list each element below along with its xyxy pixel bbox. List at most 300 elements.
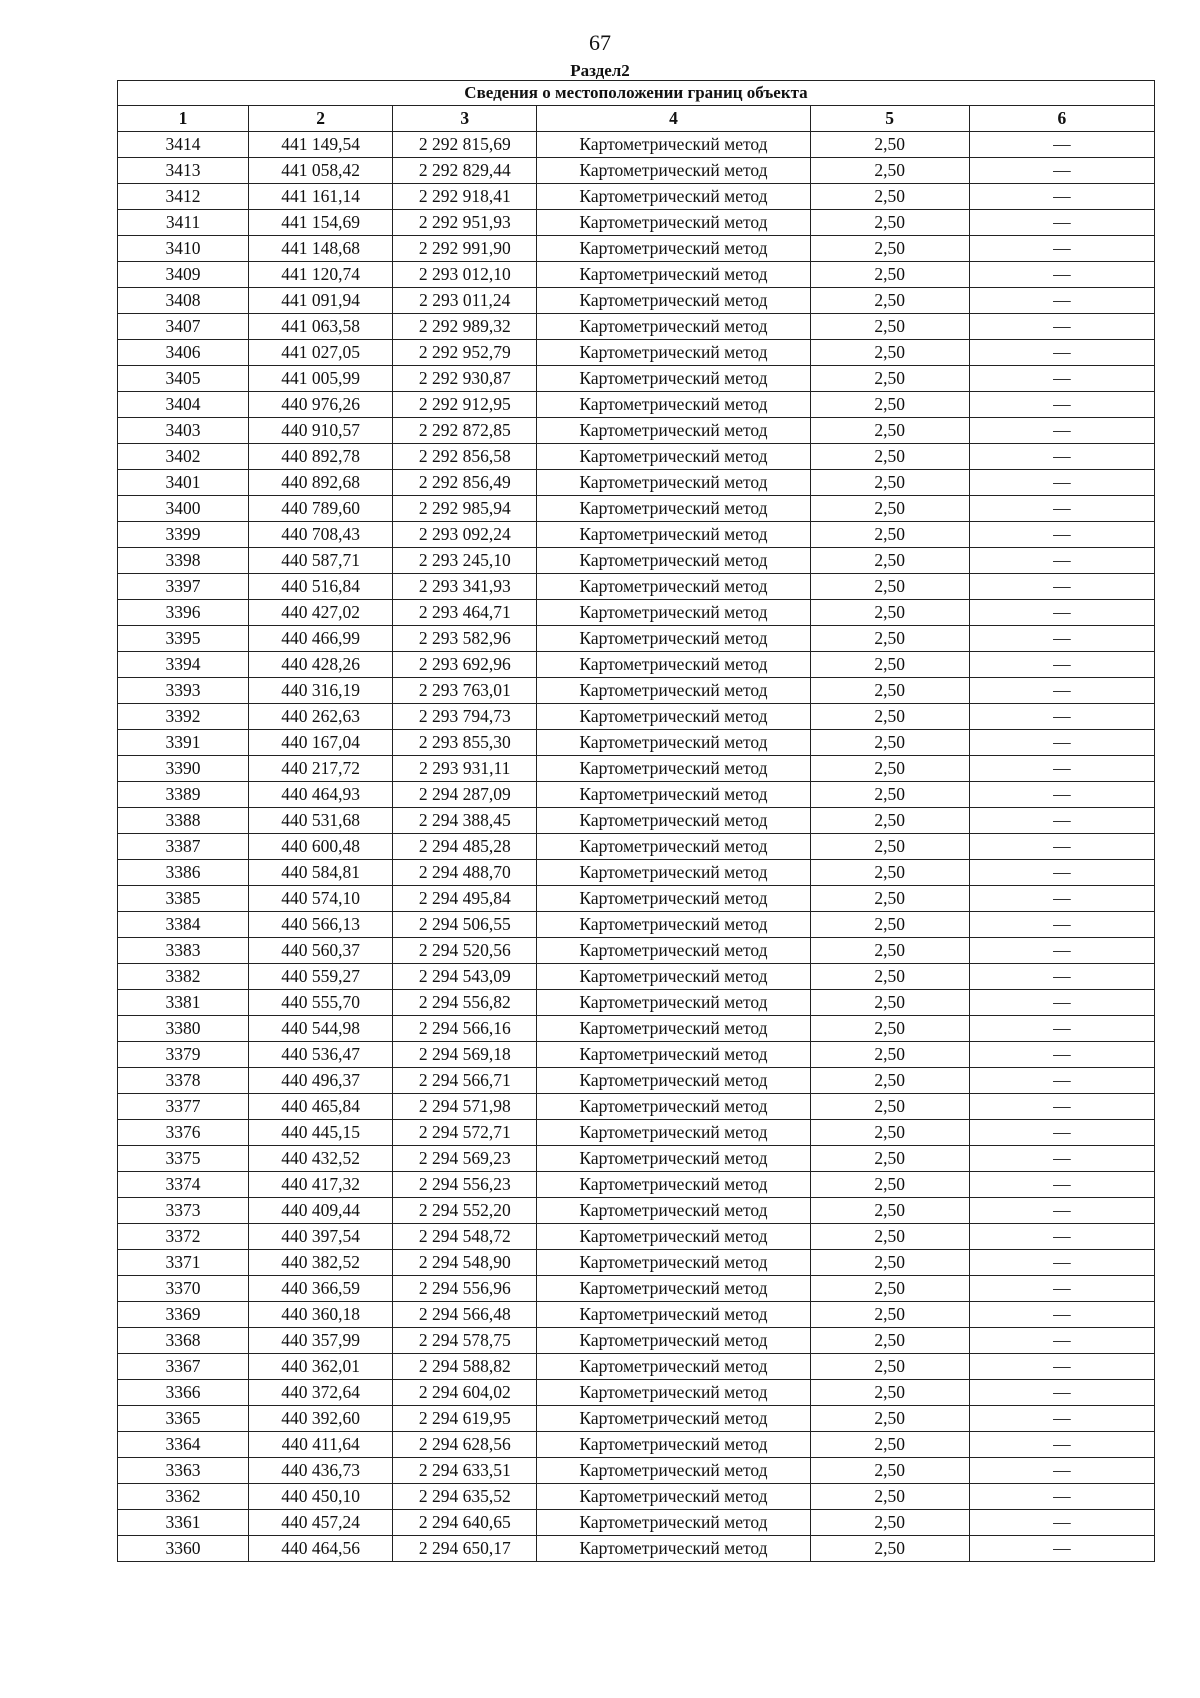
description-cell: — — [969, 600, 1154, 626]
x-coordinate-cell: 440 392,60 — [249, 1406, 393, 1432]
x-coordinate-cell: 441 161,14 — [249, 184, 393, 210]
table-row — [118, 834, 1155, 860]
y-coordinate-cell: 2 293 012,10 — [393, 262, 537, 288]
description-cell: — — [969, 158, 1154, 184]
method-cell: Картометрический метод — [537, 756, 810, 782]
y-coordinate-cell: 2 294 566,48 — [393, 1302, 537, 1328]
x-coordinate-cell: 440 450,10 — [249, 1484, 393, 1510]
method-cell: Картометрический метод — [537, 392, 810, 418]
point-number-cell: 3408 — [118, 288, 249, 314]
x-coordinate-cell: 440 587,71 — [249, 548, 393, 574]
point-number-cell: 3387 — [118, 834, 249, 860]
accuracy-cell: 2,50 — [810, 340, 969, 366]
x-coordinate-cell: 440 357,99 — [249, 1328, 393, 1354]
description-cell: — — [969, 418, 1154, 444]
accuracy-cell: 2,50 — [810, 1510, 969, 1536]
table-row — [118, 340, 1155, 366]
table-row — [118, 548, 1155, 574]
table-row — [118, 1510, 1155, 1536]
method-cell: Картометрический метод — [537, 652, 810, 678]
point-number-cell: 3382 — [118, 964, 249, 990]
method-cell: Картометрический метод — [537, 1016, 810, 1042]
y-coordinate-cell: 2 294 543,09 — [393, 964, 537, 990]
x-coordinate-cell: 441 091,94 — [249, 288, 393, 314]
y-coordinate-cell: 2 293 092,24 — [393, 522, 537, 548]
accuracy-cell: 2,50 — [810, 1302, 969, 1328]
table-row — [118, 886, 1155, 912]
y-coordinate-cell: 2 292 856,49 — [393, 470, 537, 496]
x-coordinate-cell: 440 362,01 — [249, 1354, 393, 1380]
point-number-cell: 3362 — [118, 1484, 249, 1510]
method-cell: Картометрический метод — [537, 678, 810, 704]
accuracy-cell: 2,50 — [810, 1250, 969, 1276]
y-coordinate-cell: 2 292 912,95 — [393, 392, 537, 418]
section-title: Раздел2 — [570, 61, 630, 80]
y-coordinate-cell: 2 294 495,84 — [393, 886, 537, 912]
point-number-cell: 3405 — [118, 366, 249, 392]
x-coordinate-cell: 440 427,02 — [249, 600, 393, 626]
x-coordinate-cell: 440 464,56 — [249, 1536, 393, 1562]
table-row — [118, 1432, 1155, 1458]
x-coordinate-cell: 440 409,44 — [249, 1198, 393, 1224]
x-coordinate-cell: 440 465,84 — [249, 1094, 393, 1120]
description-cell: — — [969, 626, 1154, 652]
accuracy-cell: 2,50 — [810, 1042, 969, 1068]
method-cell: Картометрический метод — [537, 1302, 810, 1328]
accuracy-cell: 2,50 — [810, 496, 969, 522]
x-coordinate-cell: 440 892,78 — [249, 444, 393, 470]
accuracy-cell: 2,50 — [810, 1068, 969, 1094]
y-coordinate-cell: 2 294 569,18 — [393, 1042, 537, 1068]
y-coordinate-cell: 2 294 640,65 — [393, 1510, 537, 1536]
point-number-cell: 3375 — [118, 1146, 249, 1172]
point-number-cell: 3403 — [118, 418, 249, 444]
method-cell: Картометрический метод — [537, 574, 810, 600]
method-cell: Картометрический метод — [537, 548, 810, 574]
method-cell: Картометрический метод — [537, 262, 810, 288]
x-coordinate-cell: 441 154,69 — [249, 210, 393, 236]
boundary-table — [117, 80, 1155, 1562]
description-cell: — — [969, 704, 1154, 730]
accuracy-cell: 2,50 — [810, 704, 969, 730]
table-caption-row — [118, 81, 1155, 106]
x-coordinate-cell: 440 316,19 — [249, 678, 393, 704]
method-cell: Картометрический метод — [537, 1172, 810, 1198]
description-cell: — — [969, 574, 1154, 600]
x-coordinate-cell: 441 120,74 — [249, 262, 393, 288]
x-coordinate-cell: 440 536,47 — [249, 1042, 393, 1068]
description-cell: — — [969, 1302, 1154, 1328]
point-number-cell: 3380 — [118, 1016, 249, 1042]
y-coordinate-cell: 2 293 692,96 — [393, 652, 537, 678]
description-cell: — — [969, 1406, 1154, 1432]
method-cell: Картометрический метод — [537, 288, 810, 314]
x-coordinate-cell: 440 167,04 — [249, 730, 393, 756]
description-cell: — — [969, 678, 1154, 704]
x-coordinate-cell: 440 464,93 — [249, 782, 393, 808]
table-row — [118, 132, 1155, 158]
method-cell: Картометрический метод — [537, 522, 810, 548]
table-row — [118, 1250, 1155, 1276]
point-number-cell: 3374 — [118, 1172, 249, 1198]
method-cell: Картометрический метод — [537, 886, 810, 912]
y-coordinate-cell: 2 292 930,87 — [393, 366, 537, 392]
accuracy-cell: 2,50 — [810, 626, 969, 652]
method-cell: Картометрический метод — [537, 1276, 810, 1302]
table-header-row — [118, 106, 1155, 132]
accuracy-cell: 2,50 — [810, 1328, 969, 1354]
method-cell: Картометрический метод — [537, 1536, 810, 1562]
y-coordinate-cell: 2 294 548,90 — [393, 1250, 537, 1276]
point-number-cell: 3391 — [118, 730, 249, 756]
point-number-cell: 3413 — [118, 158, 249, 184]
accuracy-cell: 2,50 — [810, 990, 969, 1016]
table-row — [118, 1042, 1155, 1068]
description-cell: — — [969, 1276, 1154, 1302]
method-cell: Картометрический метод — [537, 210, 810, 236]
x-coordinate-cell: 440 789,60 — [249, 496, 393, 522]
column-header: 4 — [537, 106, 810, 132]
point-number-cell: 3373 — [118, 1198, 249, 1224]
description-cell: — — [969, 1432, 1154, 1458]
column-header: 5 — [810, 106, 969, 132]
accuracy-cell: 2,50 — [810, 1016, 969, 1042]
point-number-cell: 3392 — [118, 704, 249, 730]
accuracy-cell: 2,50 — [810, 262, 969, 288]
description-cell: — — [969, 1146, 1154, 1172]
point-number-cell: 3393 — [118, 678, 249, 704]
description-cell: — — [969, 132, 1154, 158]
table-row — [118, 808, 1155, 834]
method-cell: Картометрический метод — [537, 444, 810, 470]
y-coordinate-cell: 2 294 566,16 — [393, 1016, 537, 1042]
accuracy-cell: 2,50 — [810, 236, 969, 262]
x-coordinate-cell: 440 432,52 — [249, 1146, 393, 1172]
description-cell: — — [969, 808, 1154, 834]
table-row — [118, 366, 1155, 392]
method-cell: Картометрический метод — [537, 1510, 810, 1536]
point-number-cell: 3395 — [118, 626, 249, 652]
method-cell: Картометрический метод — [537, 912, 810, 938]
x-coordinate-cell: 440 366,59 — [249, 1276, 393, 1302]
accuracy-cell: 2,50 — [810, 1276, 969, 1302]
table-row — [118, 1094, 1155, 1120]
point-number-cell: 3414 — [118, 132, 249, 158]
point-number-cell: 3360 — [118, 1536, 249, 1562]
point-number-cell: 3363 — [118, 1458, 249, 1484]
point-number-cell: 3398 — [118, 548, 249, 574]
point-number-cell: 3371 — [118, 1250, 249, 1276]
x-coordinate-cell: 440 560,37 — [249, 938, 393, 964]
accuracy-cell: 2,50 — [810, 574, 969, 600]
description-cell: — — [969, 1458, 1154, 1484]
y-coordinate-cell: 2 294 552,20 — [393, 1198, 537, 1224]
accuracy-cell: 2,50 — [810, 964, 969, 990]
y-coordinate-cell: 2 294 485,28 — [393, 834, 537, 860]
table-row — [118, 184, 1155, 210]
description-cell: — — [969, 1198, 1154, 1224]
x-coordinate-cell: 441 027,05 — [249, 340, 393, 366]
description-cell: — — [969, 314, 1154, 340]
point-number-cell: 3364 — [118, 1432, 249, 1458]
table-row — [118, 1198, 1155, 1224]
accuracy-cell: 2,50 — [810, 834, 969, 860]
y-coordinate-cell: 2 292 918,41 — [393, 184, 537, 210]
method-cell: Картометрический метод — [537, 1484, 810, 1510]
accuracy-cell: 2,50 — [810, 366, 969, 392]
y-coordinate-cell: 2 292 815,69 — [393, 132, 537, 158]
point-number-cell: 3412 — [118, 184, 249, 210]
accuracy-cell: 2,50 — [810, 1458, 969, 1484]
description-cell: — — [969, 756, 1154, 782]
table-row — [118, 860, 1155, 886]
accuracy-cell: 2,50 — [810, 1172, 969, 1198]
accuracy-cell: 2,50 — [810, 184, 969, 210]
table-row — [118, 210, 1155, 236]
method-cell: Картометрический метод — [537, 236, 810, 262]
point-number-cell: 3384 — [118, 912, 249, 938]
description-cell: — — [969, 990, 1154, 1016]
table-row — [118, 730, 1155, 756]
description-cell: — — [969, 262, 1154, 288]
y-coordinate-cell: 2 294 569,23 — [393, 1146, 537, 1172]
y-coordinate-cell: 2 294 588,82 — [393, 1354, 537, 1380]
method-cell: Картометрический метод — [537, 1198, 810, 1224]
y-coordinate-cell: 2 294 488,70 — [393, 860, 537, 886]
accuracy-cell: 2,50 — [810, 158, 969, 184]
accuracy-cell: 2,50 — [810, 860, 969, 886]
table-row — [118, 574, 1155, 600]
point-number-cell: 3386 — [118, 860, 249, 886]
accuracy-cell: 2,50 — [810, 548, 969, 574]
description-cell: — — [969, 1094, 1154, 1120]
point-number-cell: 3385 — [118, 886, 249, 912]
point-number-cell: 3402 — [118, 444, 249, 470]
y-coordinate-cell: 2 294 619,95 — [393, 1406, 537, 1432]
x-coordinate-cell: 440 892,68 — [249, 470, 393, 496]
accuracy-cell: 2,50 — [810, 392, 969, 418]
x-coordinate-cell: 440 559,27 — [249, 964, 393, 990]
point-number-cell: 3397 — [118, 574, 249, 600]
x-coordinate-cell: 440 566,13 — [249, 912, 393, 938]
point-number-cell: 3407 — [118, 314, 249, 340]
table-row — [118, 496, 1155, 522]
description-cell: — — [969, 1068, 1154, 1094]
y-coordinate-cell: 2 294 548,72 — [393, 1224, 537, 1250]
description-cell: — — [969, 782, 1154, 808]
accuracy-cell: 2,50 — [810, 522, 969, 548]
table-row — [118, 782, 1155, 808]
method-cell: Картометрический метод — [537, 1224, 810, 1250]
table-caption: Сведения о местоположении границ объекта — [118, 81, 1155, 106]
description-cell: — — [969, 210, 1154, 236]
accuracy-cell: 2,50 — [810, 730, 969, 756]
description-cell: — — [969, 1042, 1154, 1068]
accuracy-cell: 2,50 — [810, 1536, 969, 1562]
y-coordinate-cell: 2 294 556,23 — [393, 1172, 537, 1198]
x-coordinate-cell: 440 574,10 — [249, 886, 393, 912]
x-coordinate-cell: 440 436,73 — [249, 1458, 393, 1484]
point-number-cell: 3381 — [118, 990, 249, 1016]
method-cell: Картометрический метод — [537, 158, 810, 184]
point-number-cell: 3400 — [118, 496, 249, 522]
method-cell: Картометрический метод — [537, 704, 810, 730]
method-cell: Картометрический метод — [537, 184, 810, 210]
accuracy-cell: 2,50 — [810, 314, 969, 340]
y-coordinate-cell: 2 293 011,24 — [393, 288, 537, 314]
y-coordinate-cell: 2 293 855,30 — [393, 730, 537, 756]
table-row — [118, 288, 1155, 314]
point-number-cell: 3361 — [118, 1510, 249, 1536]
table-row — [118, 1354, 1155, 1380]
method-cell: Картометрический метод — [537, 1250, 810, 1276]
method-cell: Картометрический метод — [537, 964, 810, 990]
table-row — [118, 938, 1155, 964]
y-coordinate-cell: 2 293 931,11 — [393, 756, 537, 782]
x-coordinate-cell: 441 063,58 — [249, 314, 393, 340]
description-cell: — — [969, 548, 1154, 574]
description-cell: — — [969, 652, 1154, 678]
x-coordinate-cell: 441 149,54 — [249, 132, 393, 158]
table-row — [118, 1120, 1155, 1146]
description-cell: — — [969, 392, 1154, 418]
point-number-cell: 3377 — [118, 1094, 249, 1120]
method-cell: Картометрический метод — [537, 1406, 810, 1432]
point-number-cell: 3372 — [118, 1224, 249, 1250]
x-coordinate-cell: 440 445,15 — [249, 1120, 393, 1146]
table-row — [118, 1406, 1155, 1432]
description-cell: — — [969, 1224, 1154, 1250]
point-number-cell: 3411 — [118, 210, 249, 236]
point-number-cell: 3378 — [118, 1068, 249, 1094]
accuracy-cell: 2,50 — [810, 1224, 969, 1250]
accuracy-cell: 2,50 — [810, 1094, 969, 1120]
x-coordinate-cell: 440 531,68 — [249, 808, 393, 834]
x-coordinate-cell: 440 584,81 — [249, 860, 393, 886]
table-row — [118, 1484, 1155, 1510]
method-cell: Картометрический метод — [537, 1328, 810, 1354]
accuracy-cell: 2,50 — [810, 418, 969, 444]
x-coordinate-cell: 441 058,42 — [249, 158, 393, 184]
method-cell: Картометрический метод — [537, 600, 810, 626]
table-row — [118, 652, 1155, 678]
y-coordinate-cell: 2 294 566,71 — [393, 1068, 537, 1094]
table-row — [118, 912, 1155, 938]
accuracy-cell: 2,50 — [810, 1120, 969, 1146]
description-cell: — — [969, 886, 1154, 912]
accuracy-cell: 2,50 — [810, 1146, 969, 1172]
accuracy-cell: 2,50 — [810, 938, 969, 964]
description-cell: — — [969, 1120, 1154, 1146]
point-number-cell: 3396 — [118, 600, 249, 626]
point-number-cell: 3365 — [118, 1406, 249, 1432]
point-number-cell: 3376 — [118, 1120, 249, 1146]
description-cell: — — [969, 496, 1154, 522]
accuracy-cell: 2,50 — [810, 886, 969, 912]
x-coordinate-cell: 440 382,52 — [249, 1250, 393, 1276]
table-row — [118, 1016, 1155, 1042]
accuracy-cell: 2,50 — [810, 288, 969, 314]
accuracy-cell: 2,50 — [810, 132, 969, 158]
table-row — [118, 678, 1155, 704]
y-coordinate-cell: 2 294 628,56 — [393, 1432, 537, 1458]
y-coordinate-cell: 2 294 388,45 — [393, 808, 537, 834]
y-coordinate-cell: 2 293 245,10 — [393, 548, 537, 574]
table-row — [118, 1224, 1155, 1250]
y-coordinate-cell: 2 293 763,01 — [393, 678, 537, 704]
y-coordinate-cell: 2 292 856,58 — [393, 444, 537, 470]
table-row — [118, 1172, 1155, 1198]
table-row — [118, 990, 1155, 1016]
y-coordinate-cell: 2 294 556,82 — [393, 990, 537, 1016]
y-coordinate-cell: 2 294 506,55 — [393, 912, 537, 938]
table-row — [118, 262, 1155, 288]
y-coordinate-cell: 2 294 556,96 — [393, 1276, 537, 1302]
description-cell: — — [969, 1536, 1154, 1562]
table-row — [118, 626, 1155, 652]
description-cell: — — [969, 184, 1154, 210]
method-cell: Картометрический метод — [537, 834, 810, 860]
table-row — [118, 522, 1155, 548]
description-cell: — — [969, 470, 1154, 496]
accuracy-cell: 2,50 — [810, 470, 969, 496]
x-coordinate-cell: 440 372,64 — [249, 1380, 393, 1406]
y-coordinate-cell: 2 294 604,02 — [393, 1380, 537, 1406]
point-number-cell: 3406 — [118, 340, 249, 366]
x-coordinate-cell: 440 428,26 — [249, 652, 393, 678]
table-row — [118, 236, 1155, 262]
y-coordinate-cell: 2 293 794,73 — [393, 704, 537, 730]
accuracy-cell: 2,50 — [810, 652, 969, 678]
column-header: 2 — [249, 106, 393, 132]
method-cell: Картометрический метод — [537, 496, 810, 522]
y-coordinate-cell: 2 292 985,94 — [393, 496, 537, 522]
x-coordinate-cell: 440 910,57 — [249, 418, 393, 444]
point-number-cell: 3383 — [118, 938, 249, 964]
accuracy-cell: 2,50 — [810, 1354, 969, 1380]
method-cell: Картометрический метод — [537, 1042, 810, 1068]
table-row — [118, 314, 1155, 340]
y-coordinate-cell: 2 292 989,32 — [393, 314, 537, 340]
x-coordinate-cell: 440 708,43 — [249, 522, 393, 548]
table-row — [118, 1146, 1155, 1172]
y-coordinate-cell: 2 293 582,96 — [393, 626, 537, 652]
column-header: 1 — [118, 106, 249, 132]
description-cell: — — [969, 860, 1154, 886]
accuracy-cell: 2,50 — [810, 756, 969, 782]
method-cell: Картометрический метод — [537, 132, 810, 158]
method-cell: Картометрический метод — [537, 470, 810, 496]
y-coordinate-cell: 2 294 633,51 — [393, 1458, 537, 1484]
method-cell: Картометрический метод — [537, 730, 810, 756]
y-coordinate-cell: 2 294 578,75 — [393, 1328, 537, 1354]
x-coordinate-cell: 440 516,84 — [249, 574, 393, 600]
accuracy-cell: 2,50 — [810, 1406, 969, 1432]
accuracy-cell: 2,50 — [810, 210, 969, 236]
x-coordinate-cell: 441 005,99 — [249, 366, 393, 392]
method-cell: Картометрический метод — [537, 1380, 810, 1406]
point-number-cell: 3379 — [118, 1042, 249, 1068]
table-row — [118, 1302, 1155, 1328]
method-cell: Картометрический метод — [537, 366, 810, 392]
method-cell: Картометрический метод — [537, 808, 810, 834]
table-row — [118, 1536, 1155, 1562]
y-coordinate-cell: 2 294 520,56 — [393, 938, 537, 964]
method-cell: Картометрический метод — [537, 990, 810, 1016]
y-coordinate-cell: 2 292 991,90 — [393, 236, 537, 262]
description-cell: — — [969, 340, 1154, 366]
description-cell: — — [969, 1250, 1154, 1276]
